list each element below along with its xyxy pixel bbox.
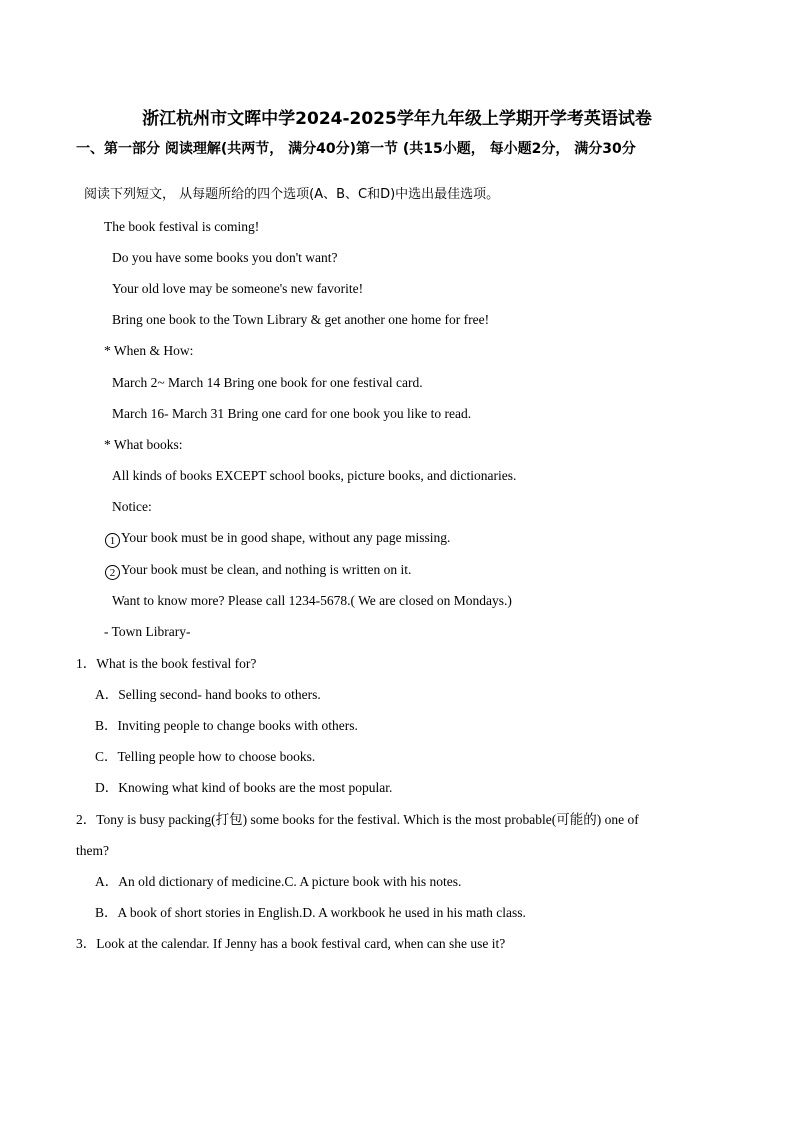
passage-line: Your old love may be someone's new favorite! [112,281,364,296]
contact-line: Want to know more? Please call 1234-5678.( We are closed on Mondays.) [112,593,512,608]
what-books-heading: * What books: [104,437,183,452]
passage-line: The book festival is coming! [104,219,260,234]
question-3-stem: 3．Look at the calendar. If Jenny has a book festival card, when can she use it? [76,936,506,951]
schedule-line: March 16- March 31 Bring one card for one book you like to read. [112,406,472,421]
notice-heading: Notice: [112,499,152,514]
option-c: C．Telling people how to choose books. [95,749,316,764]
option-b-d: B．A book of short stories in English.D. A workbook he used in his math class. [95,905,526,920]
option-b: B．Inviting people to change books with others. [95,718,358,733]
instructions: 阅读下列短文， 从每题所给的四个选项(A、B、C和D)中选出最佳选项。 [84,187,500,202]
schedule-line: March 2~ March 14 Bring one book for one festival card. [112,375,423,390]
notice-item [105,529,450,548]
passage-line: Do you have some books you don't want? [112,250,338,265]
option-a-c: A．An old dictionary of medicine.C. A picture book with his notes. [95,874,462,889]
notice-text: Your book must be clean, and nothing is written on it. [121,562,412,577]
notice-item [105,561,411,580]
question-1-stem: 1．What is the book festival for? [76,656,257,671]
passage-line: Bring one book to the Town Library & get another one home for free! [112,312,490,327]
exam-title: 浙江杭州市文晖中学2024-2025学年九年级上学期开学考英语试卷 [142,109,652,129]
circled-number-2: 2 [105,565,120,580]
when-how-heading: * When & How: [104,343,194,358]
circled-number-1: 1 [105,533,120,548]
option-a: A．Selling second- hand books to others. [95,687,321,702]
notice-text: Your book must be in good shape, without any page missing. [121,530,451,545]
question-2-stem: 2．Tony is busy packing(打包) some books for the festival. Which is the most probable(可能的) one of [76,812,639,827]
section-heading: 一、第一部分 阅读理解(共两节， 满分40分)第一节 (共15小题， 每小题2分， 满分30分 [76,141,636,157]
signature: - Town Library- [104,624,191,639]
book-kinds: All kinds of books EXCEPT school books, picture books, and dictionaries. [112,468,517,483]
option-d: D．Knowing what kind of books are the most popular. [95,780,393,795]
question-2-stem-cont: them? [76,843,109,858]
